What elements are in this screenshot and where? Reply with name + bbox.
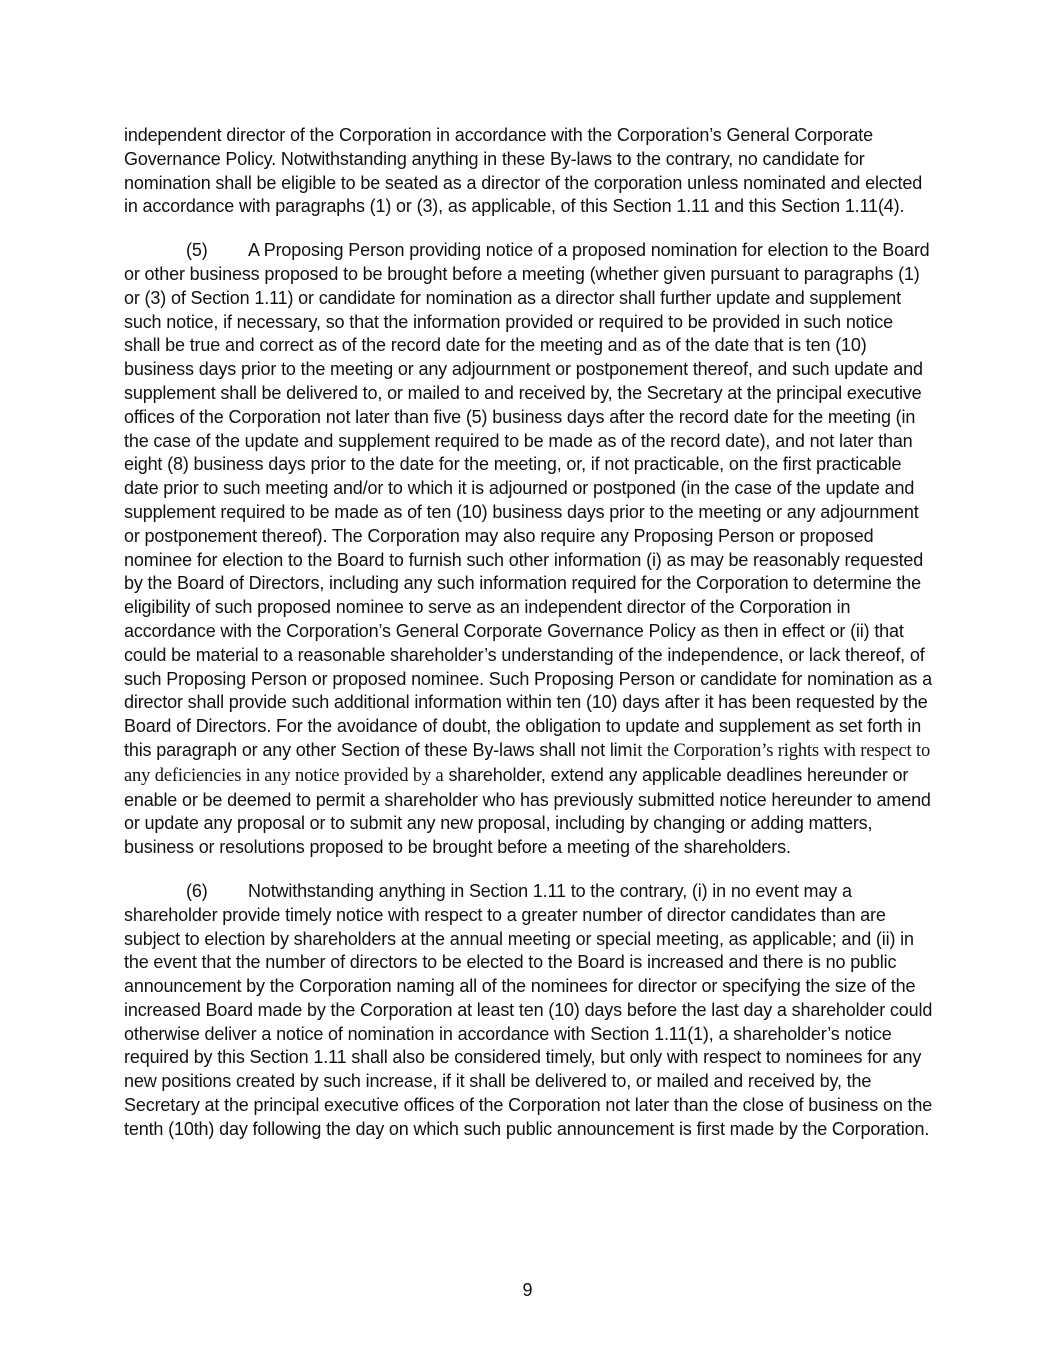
paragraph-continued: independent director of the Corporation in accordance with the Corporation’s General Corporate Governance Policy. Notwithstanding anything in these By-laws to the contrary, no candidate for nomination shall be eligible to be seated as a director of the corporation unless nominated and elected in accordance with paragraphs (1) or (3), as applicable, of this Section 1.11 and this Section 1.11(4). (124, 125, 923, 217)
paragraph-5-number: (5) (186, 240, 208, 261)
paragraph-5 (124, 239, 934, 860)
page-number: 9 (522, 1280, 533, 1300)
paragraph-5-text-part2: it the Corporation’s rights with respect to any deficiencies in any notice provided by a (124, 740, 931, 786)
paragraph-6 (124, 880, 934, 1142)
paragraph-6-number: (6) (186, 880, 208, 901)
paragraph-6-text: Notwithstanding anything in Section 1.11 to the contrary, (i) in no event may a shareholder provide timely notice with respect to a greater number of director candidates than are subject to election by shareholders at the annual meeting or special meeting, as applicable; and (ii) in the event that the number of directors to be elected to the Board is increased and there is no public announcement by the Corporation naming all of the nominees for director or specifying the size of the increased Board made by the Corporation at least ten (10) days before the last day a shareholder could otherwise deliver a notice of nomination in accordance with Section 1.11(1), a shareholder’s notice required by this Section 1.11 shall also be considered timely, but only with respect to nominees for any new positions created by such increase, if it shall be delivered to, or mailed and received by, the Secretary at the principal executive offices of the Corporation not later than the close of business on the tenth (10th) day following the day on which such public announcement is first made by the Corporation. (124, 880, 933, 1139)
paragraph-5-text-part3: shareholder, extend any applicable deadlines hereunder or enable or be deemed to permit a shareholder who has previously submitted notice hereunder to amend or update any proposal or to submit any new proposal, including by changing or adding matters, business or resolutions proposed to be brought before a meeting of the shareholders. (124, 764, 931, 858)
body-text (124, 124, 934, 1142)
paragraph-5-text-part1: A Proposing Person providing notice of a proposed nomination for election to the Board or other business proposed to be brought before a meeting (whether given pursuant to paragraphs (1) or (3) of Section 1.11) or candidate for nomination as a director shall further update and supplement such notice, if necessary, so that the information provided or required to be provided in such notice shall be true and correct as of the record date for the meeting and as of the date that is ten (10) business days prior to the meeting or any adjournment or postponement thereof, and such update and supplement shall be delivered to, or mailed to and received by, the Secretary at the principal executive offices of the Corporation not later than five (5) business days after the record date for the meeting (in the case of the update and supplement required to be made as of the record date), and not later than eight (8) business days prior to the date for the meeting, or, if not practicable, on the first practicable date prior to such meeting and/or to which it is adjourned or postponed (in the case of the update and supplement required to be made as of ten (10) business days prior to the meeting or any adjournment or postponement thereof). The Corporation may also require any Proposing Person or proposed nominee for election to the Board to furnish such other information (i) as may be reasonably requested by the Board of Directors, including any such information required for the Corporation to determine the eligibility of such proposed nominee to serve as an independent director of the Corporation in accordance with the Corporation’s General Corporate Governance Policy as then in effect or (ii) that could be material to a reasonable shareholder’s understanding of the independence, or lack thereof, of such Proposing Person or proposed nominee. Such Proposing Person or candidate for nomination as a director shall provide such additional information within ten (10) days after it has been requested by the Board of Directors. For the avoidance of doubt, the obligation to update and supplement as set forth in this paragraph or any other Section of these By-laws shall not lim (124, 240, 932, 760)
